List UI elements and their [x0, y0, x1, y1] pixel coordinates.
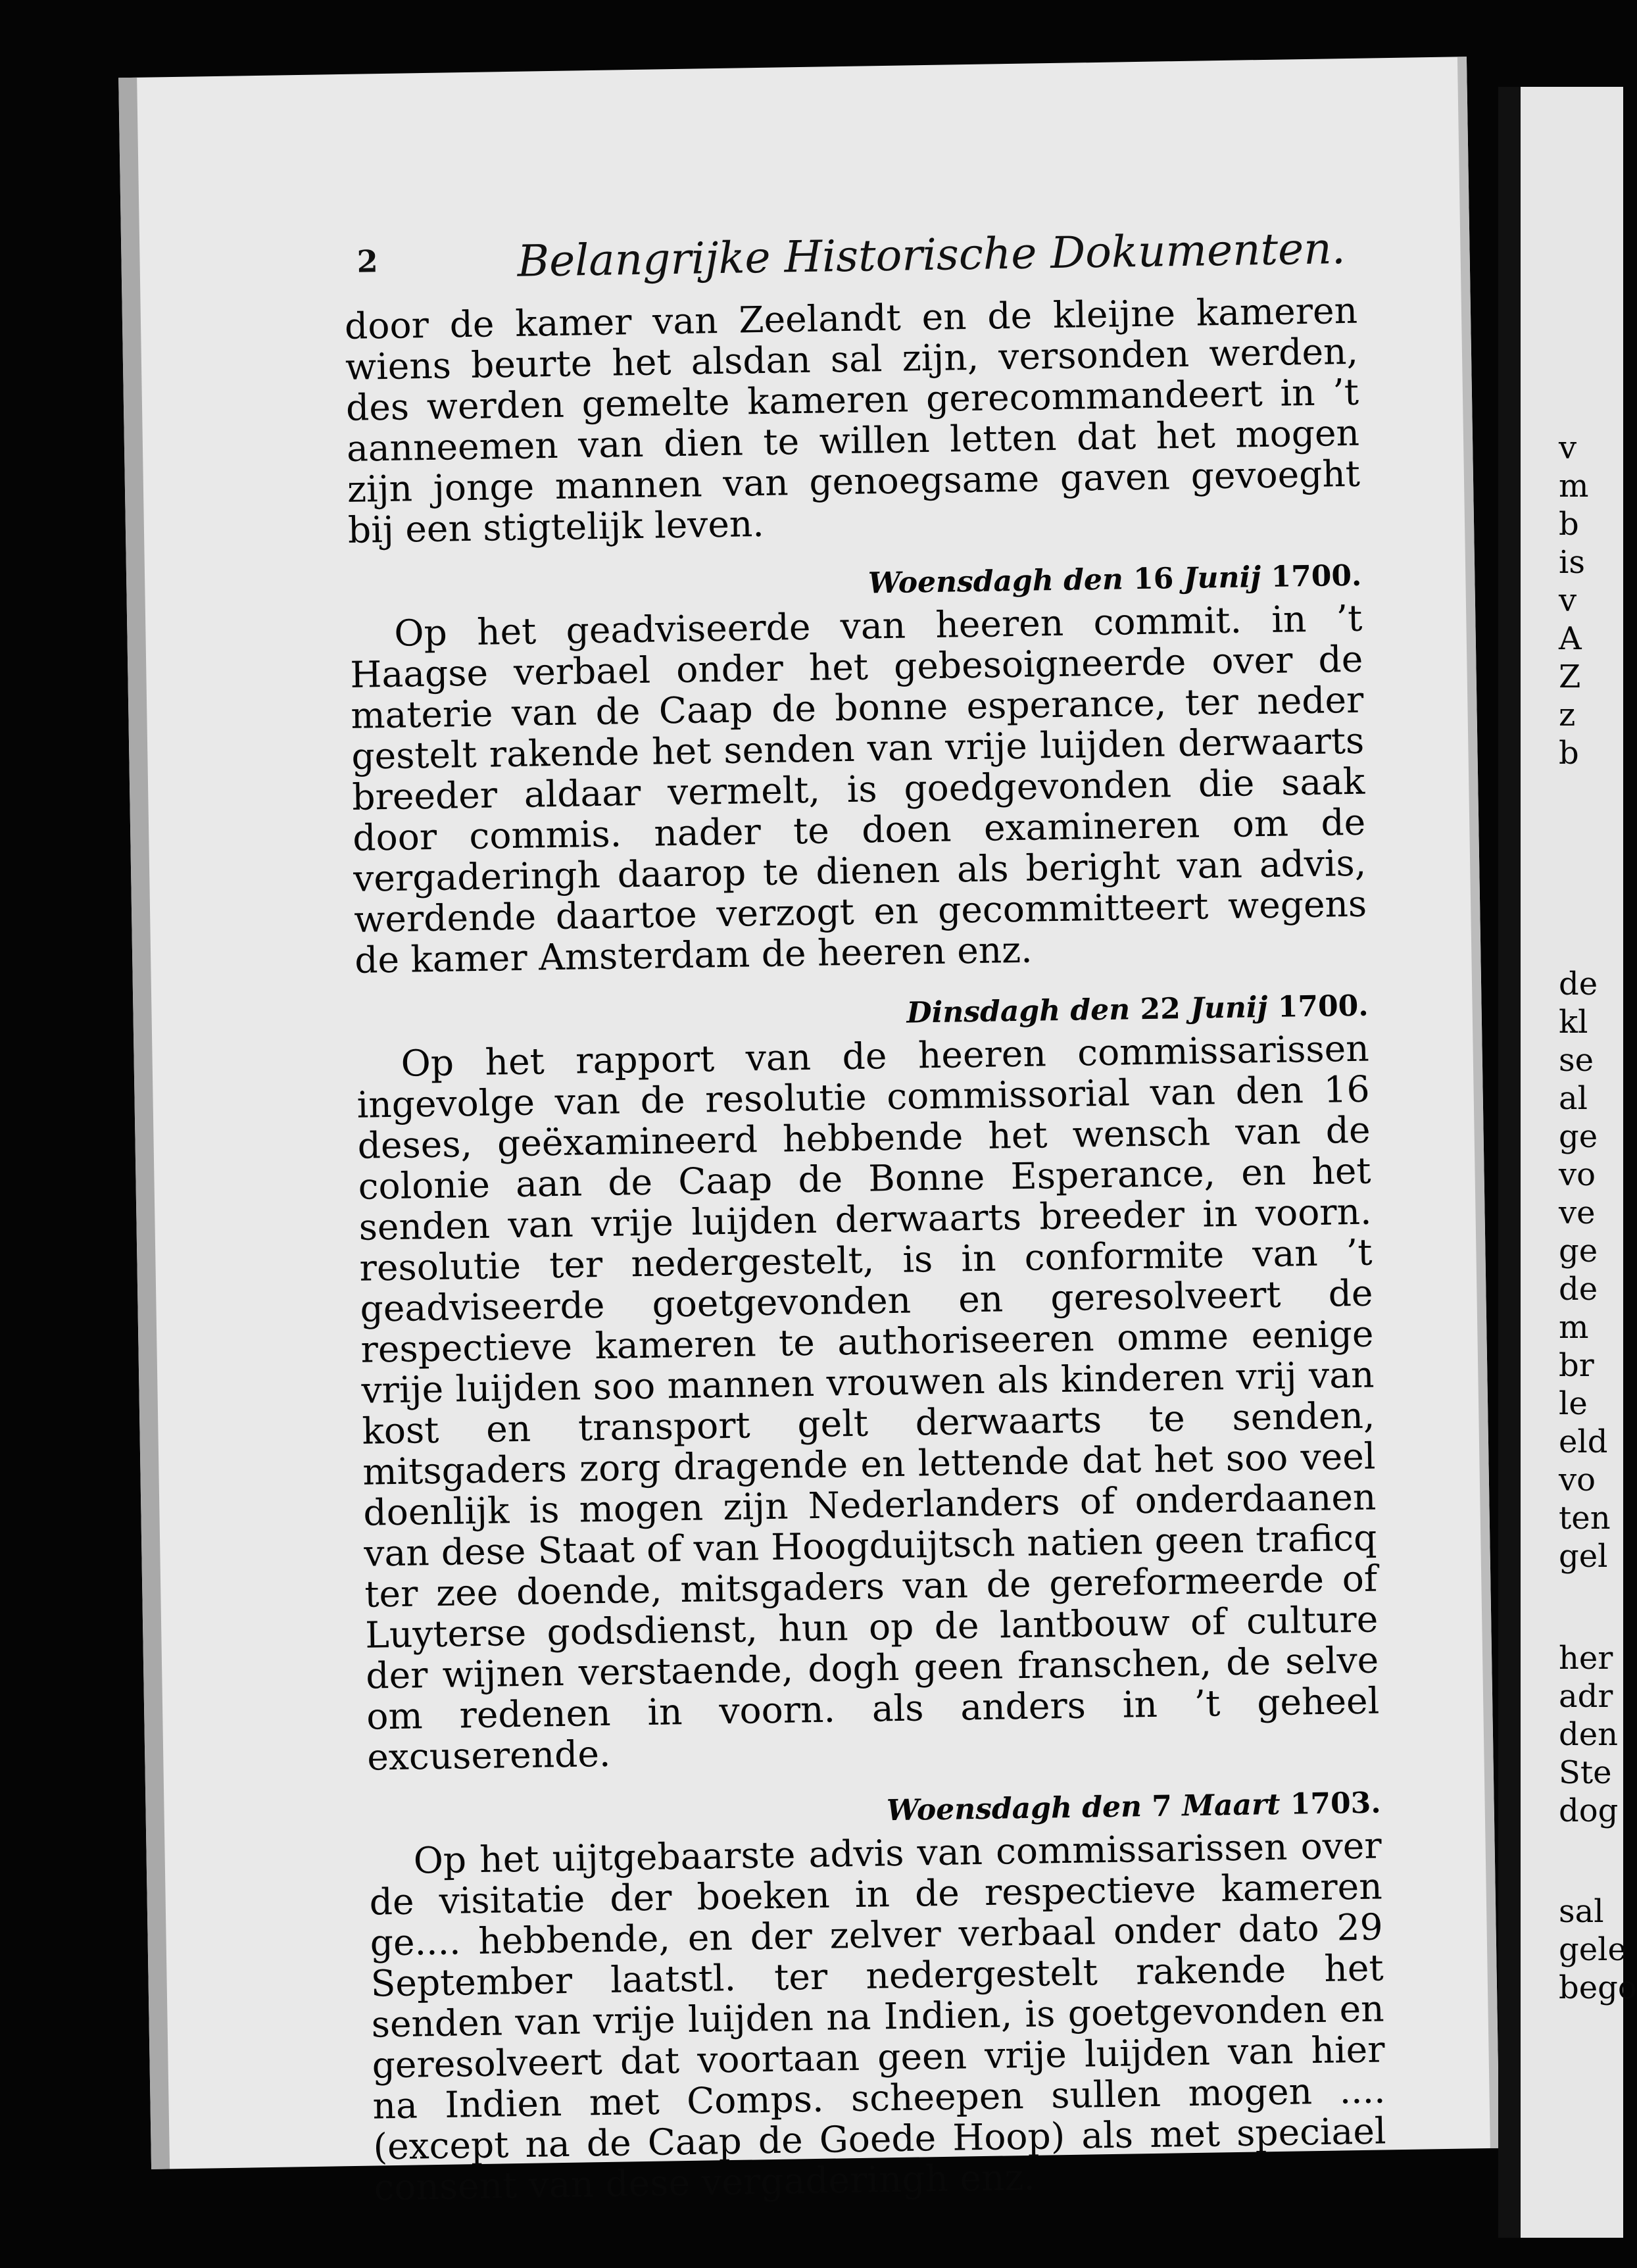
- date-day: 16: [1133, 562, 1174, 597]
- running-title: Belangrijke Historische Dokumenten.: [517, 223, 1346, 287]
- date-year: 1703.: [1290, 1786, 1381, 1821]
- page-number: 2: [356, 243, 379, 280]
- right-fragment-line: vo: [1559, 1462, 1596, 1498]
- right-fragment-line: v: [1559, 582, 1577, 619]
- date-month: Maart: [1181, 1787, 1281, 1823]
- right-fragment-line: al: [1559, 1080, 1588, 1117]
- right-fragment-line: se: [1559, 1042, 1594, 1079]
- right-fragment-line: m: [1559, 468, 1589, 505]
- right-fragment-line: bego: [1559, 1969, 1637, 2006]
- right-fragment-line: A: [1559, 620, 1582, 657]
- document-body: [345, 290, 1387, 2208]
- right-fragment-line: de: [1559, 1271, 1598, 1308]
- right-fragment-line: Z: [1559, 658, 1581, 695]
- date-weekday: Dinsdagh den: [906, 993, 1131, 1030]
- right-fragment-line: vo: [1559, 1156, 1596, 1193]
- document-page: [118, 57, 1500, 2209]
- right-fragment-line: ve: [1559, 1195, 1596, 1231]
- right-fragment-line: de: [1559, 966, 1598, 1002]
- right-fragment-line: ge: [1559, 1233, 1598, 1270]
- right-fragment-line: her: [1559, 1640, 1613, 1677]
- date-month: Junij: [1183, 560, 1261, 595]
- date-month: Junij: [1190, 991, 1268, 1025]
- right-fragment-line: kl: [1559, 1004, 1588, 1041]
- right-fragment-line: sal: [1559, 1893, 1604, 1930]
- entry-paragraph-1: Op het geadviseerde van heeren commit. in ’t Haagse verbael onder het gebesoigneerde over de materie van de Caap de bonne esperance, ter neder gestelt rakende het senden van vrije luijden derwaarts breeder aldaar vermelt, is goedgevonden die saak door commis. nader te doen examineren om de vergaderingh daarop te dienen als beright van advis, werdende daartoe verzogt en gecommitteert wegens de kamer Amsterdam de heeren enz.: [349, 597, 1367, 981]
- date-day: 7: [1151, 1789, 1173, 1823]
- right-fragment-group-2: [1559, 965, 1623, 1575]
- right-fragment-line: dog: [1559, 1792, 1619, 1829]
- date-weekday: Woensdagh den: [867, 562, 1124, 601]
- right-fragment-line: v: [1559, 430, 1577, 466]
- date-weekday: Woensdagh den: [886, 1790, 1142, 1828]
- right-fragment-line: m: [1559, 1309, 1589, 1346]
- opening-paragraph: door de kamer van Zeelandt en de kleijne kameren wiens beurte het alsdan sal zijn, versonden werden, des werden gemelte kameren gerecommandeert in ’t aanneemen van dien te willen letten dat het mogen zijn jonge mannen van genoegsame gaven gevoeght bij een stigtelijk leven.: [344, 289, 1361, 551]
- right-fragment-line: b: [1559, 506, 1579, 543]
- right-fragment-line: b: [1559, 735, 1579, 772]
- date-year: 1700.: [1277, 989, 1369, 1024]
- date-year: 1700.: [1271, 558, 1362, 594]
- entry-paragraph-2: Op het rapport van de heeren commissarissen ingevolge van de resolutie commissorial van den 16 deses, geëxamineerd hebbende het wensch van de colonie aan de Caap de Bonne Esperance, en het senden van vrije luijden derwaarts breeder in voorn. resolutie ter nedergestelt, is in conformite van ’t geadviseerde goetgevonden en geresolveert de respectieve kameren te authoriseeren omme eenige vrije luijden soo mannen vrouwen als kinderen vrij van kost en transport gelt derwaarts te senden, mitsgaders zorg dragende en lettende dat het soo veel doenlijk is mogen zijn Nederlanders of onderdaanen van dese Staat of van Hoogduijtsch natien geen traficq ter zee doende, mitsgaders van de gereformeerde of Luyterse godsdienst, hun op de lantbouw of culture der wijnen verstaende, dogh geen franschen, de selve om redenen in voorn. als anders in ’t geheel excuserende.: [356, 1027, 1380, 1779]
- right-fragment-line: den: [1559, 1716, 1619, 1753]
- right-fragment-group-4: [1559, 1892, 1637, 2007]
- adjacent-page-edge: [1498, 87, 1637, 2238]
- right-fragment-line: gel: [1559, 1538, 1608, 1575]
- date-day: 22: [1140, 992, 1181, 1027]
- right-fragment-line: adr: [1559, 1678, 1613, 1715]
- right-fragment-line: eld: [1559, 1423, 1608, 1460]
- right-fragment-group-1: [1559, 429, 1623, 772]
- right-fragment-line: z: [1559, 697, 1576, 733]
- right-fragment-group-3: [1559, 1639, 1623, 1830]
- right-fragment-line: ten: [1559, 1500, 1611, 1537]
- right-fragment-line: br: [1559, 1347, 1594, 1384]
- right-fragment-line: le: [1559, 1385, 1588, 1422]
- right-fragment-line: Ste: [1559, 1754, 1612, 1791]
- right-fragment-line: gele: [1559, 1931, 1626, 1968]
- entry-paragraph-3: Op het uijtgebaarste advis van commissarissen over de visitatie der boeken in de respectieve kameren ge.... hebbende, en der zelver verbaal onder dato 29 September laatstl. ter nedergestelt rakende het senden van vrije luijden na Indien, is goetgevonden en geresolveert dat voortaan geen vrije luijden van hier na Indien met Comps. scheepen sullen mogen .... (except na de Caap de Goede Hoop) als met speciael consent van dese vergaderingh enz.: [369, 1824, 1386, 2209]
- page-header: [356, 222, 1383, 297]
- right-fragment-line: is: [1559, 544, 1585, 581]
- right-fragment-line: ge: [1559, 1118, 1598, 1155]
